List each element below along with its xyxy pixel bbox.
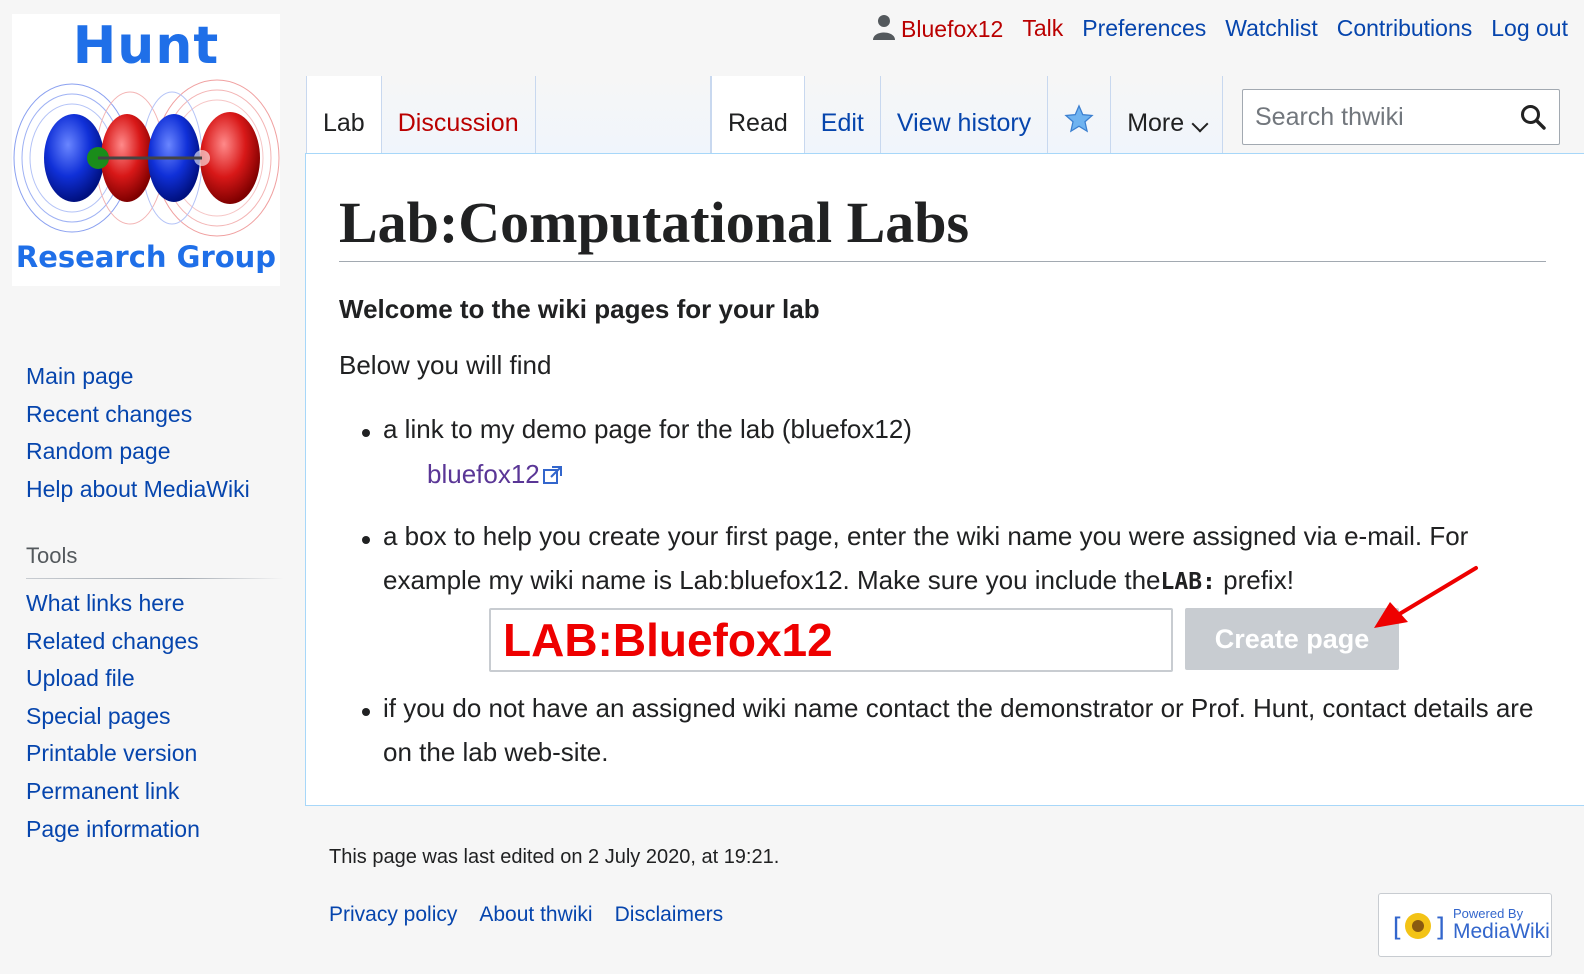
sidebar-item-main-page[interactable]: Main page [26,363,134,389]
contributions-link[interactable]: Contributions [1336,15,1473,41]
sidebar-item-permanent-link[interactable]: Permanent link [26,777,180,804]
sidebar-item-recent-changes[interactable]: Recent changes [26,400,193,427]
sidebar-tools [26,585,200,848]
search-input[interactable] [1255,103,1505,132]
tab-view-history[interactable] [881,76,1048,154]
tab-watch[interactable] [1048,76,1111,154]
tab-edit-label: Edit [820,109,864,137]
lab-prefix-code: LAB: [1160,569,1216,595]
bullet-3 [360,708,376,724]
powered-by-mediawiki-badge[interactable] [1378,893,1552,957]
list-item-demo: a link to my demo page for the lab (bluefox12) [383,414,912,444]
logo-orbital-graphic [12,70,280,240]
talk-link[interactable]: Talk [1022,15,1064,41]
tools-heading: Tools [26,543,78,568]
external-link-icon [542,464,564,486]
tools-divider [26,578,284,579]
footer-about-link[interactable]: About thwiki [479,903,593,926]
tab-more[interactable] [1111,76,1223,154]
site-logo[interactable] [12,14,280,286]
tab-edit[interactable] [805,76,881,154]
tab-history-label: View history [896,109,1032,137]
intro-text: Below you will find [339,350,552,380]
footer-links [329,903,745,927]
sidebar-item-what-links-here[interactable]: What links here [26,590,185,616]
tab-filler [536,76,711,154]
last-modified: This page was last edited on 2 July 2020, at 19:21. [329,846,780,868]
mediawiki-logo-icon [1389,904,1447,948]
sidebar-item-upload-file[interactable]: Upload file [26,665,135,692]
tab-lab-label: Lab [323,109,365,137]
create-page-input[interactable]: LAB:Bluefox12 [489,608,1173,672]
footer-privacy-link[interactable]: Privacy policy [329,903,458,926]
mediawiki-label: MediaWiki [1453,920,1550,943]
tab-lab[interactable] [306,76,382,154]
sidebar-item-printable-version[interactable]: Printable version [26,740,198,767]
star-icon [1064,104,1094,134]
welcome-heading: Welcome to the wiki pages for your lab [339,294,820,324]
list-item-contact: if you do not have an assigned wiki name contact the demonstrator or Prof. Hunt, contact details are on the lab web-site. [383,693,1534,767]
sidebar-item-page-information[interactable]: Page information [26,815,200,842]
search-box [1242,89,1560,145]
create-instructions: a box to help you create your first page, enter the wiki name you were assigned via e-mail. For example my wiki name is Lab:bluefox12. Make sure you include the [383,521,1469,595]
content-area [305,153,1584,806]
watchlist-link[interactable]: Watchlist [1225,15,1318,41]
create-instructions-end: prefix! [1215,565,1294,595]
tab-read[interactable] [711,76,805,154]
powered-by-label: Powered By [1453,906,1524,921]
search-icon[interactable] [1519,103,1547,131]
bullet-2 [360,536,376,552]
page-title: Lab:Computational Labs [339,190,1546,262]
personal-tools [854,14,1568,43]
sidebar-item-help[interactable]: Help about MediaWiki [26,475,250,502]
create-page-button[interactable]: Create page [1185,608,1399,670]
logo-title: Hunt [72,16,220,76]
user-icon [873,14,895,40]
chevron-down-icon [1192,116,1209,133]
logo-subtitle: Research Group [15,240,277,274]
tab-read-label: Read [728,109,788,137]
username-label: Bluefox12 [901,16,1004,42]
tab-more-label: More [1127,109,1185,137]
user-page-link[interactable] [873,14,1003,43]
view-tabs [711,76,1223,154]
sidebar-item-random-page[interactable]: Random page [26,438,171,465]
logout-link[interactable]: Log out [1491,15,1568,41]
preferences-link[interactable]: Preferences [1082,15,1207,41]
bullet-1 [360,429,376,445]
footer-disclaimers-link[interactable]: Disclaimers [614,903,724,926]
namespace-tabs [306,76,711,154]
sidebar-item-related-changes[interactable]: Related changes [26,627,199,654]
sidebar-item-special-pages[interactable]: Special pages [26,702,171,729]
demo-page-link[interactable] [427,459,564,490]
annotation-arrow [1366,564,1486,634]
demo-link-label: bluefox12 [427,459,540,489]
svg-text:]: ] [1433,913,1449,943]
tab-discussion-label: Discussion [397,109,519,137]
sidebar-navigation [26,358,250,508]
svg-text:[: [ [1389,913,1405,943]
tab-discussion[interactable] [382,76,536,154]
